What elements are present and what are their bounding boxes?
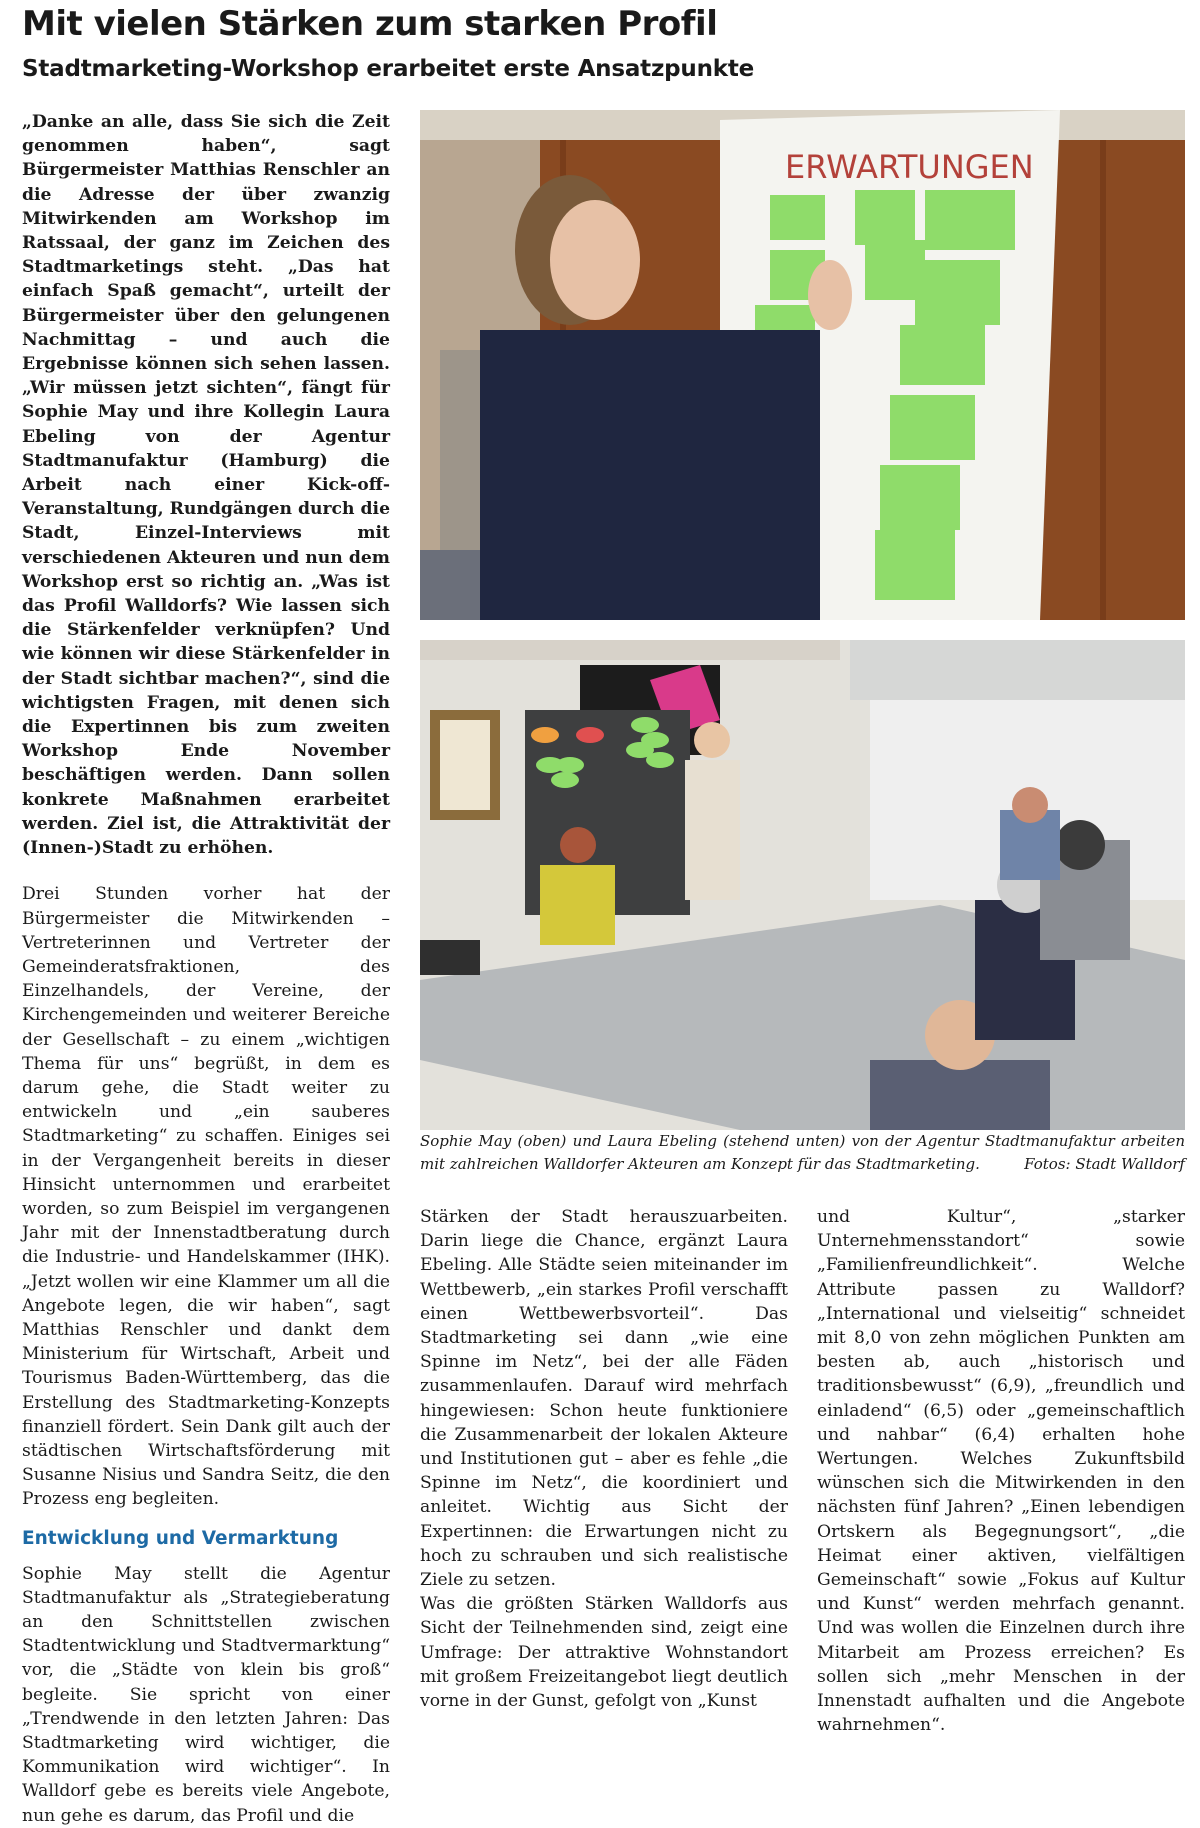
photo-caption [420,1130,1185,1176]
meeting-photo-image [420,640,1185,1130]
paragraph-1: Drei Stunden vorher hat der Bürgermeister die Mitwirkenden – Vertreterinnen und Vertreter der Gemeinderatsfraktionen, des Einzelhandels, der Vereine, der Kirchengemeinden und weiterer Bereiche der Gesellschaft – zu einem „wichtigen Thema für uns“ begrüßt, in dem es darum gehe, die Stadt weiter zu entwickeln und „ein sauberes Stadtmarketing“ zu schaffen. Einiges sei in der Vergangenheit bereits in dieser Hinsicht unternommen und erarbeitet worden, so zum Beispiel im vergangenen Jahr mit der Innenstadtberatung durch die Industrie- und Handelskammer (IHK). „Jetzt wollen wir eine Klammer um all die Angebote legen, die wir haben“, sagt Matthias Renschler und dankt dem Ministerium für Wirtschaft, Arbeit und Tourismus Baden-Württemberg, das die Erstellung des Stadtmarketing-Konzepts finanziell fördert. Sein Dank gilt auch der städtischen Wirtschaftsförderung mit Susanne Nisius und Sandra Seitz, die den Prozess eng begleiten. [22,884,390,1510]
photo-flipchart [420,110,1185,620]
photo-credit: Fotos: Stadt Walldorf [1024,1155,1185,1173]
column-left [22,110,390,1828]
section-heading: Entwicklung und Vermarktung [22,1527,339,1549]
paragraph-5: und Kultur“, „starker Unternehmensstandort“ sowie „Familienfreundlichkeit“. Welche Attribute passen zu Walldorf? „International und vielseitig“ schneidet mit 8,0 von zehn möglichen Punkten am besten ab, auch „historisch und traditionsbewusst“ (6,9), „freundlich und einladend“ (6,5) oder „gemeinschaftlich und nahbar“ (6,4) erhalten hohe Wertungen. Welches Zukunftsbild wünschen sich die Mitwirkenden in den nächsten fünf Jahren? „Einen lebendigen Ortskern als Begegnungsort“, „die Heimat einer aktiven, vielfältigen Gemeinschaft“ sowie „Fokus auf Kultur und Kunst“ werden mehrfach genannt. Und was wollen die Einzelnen durch ihre Mitarbeit am Prozess erreichen? Es sollen sich „mehr Menschen in der Innenstadt aufhalten und die Angebote wahrnehmen“. [817,1207,1185,1736]
photo-meeting [420,640,1185,1130]
flipchart-title: ERWARTUNGEN [785,148,1034,186]
flipchart-photo-image [420,110,1185,620]
intro-paragraph: „Danke an alle, dass Sie sich die Zeit genommen haben“, sagt Bürgermeister Matthias Renschler an die Adresse der über zwanzig Mitwirkenden am Workshop im Ratssaal, der ganz im Zeichen des Stadtmarketings steht. „Das hat einfach Spaß gemacht“, urteilt der Bürgermeister über den gelungenen Nachmittag – und auch die Ergebnisse können sich sehen lassen. „Wir müssen jetzt sichten“, fängt für Sophie May und ihre Kollegin Laura Ebeling von der Agentur Stadtmanufaktur (Hamburg) die Arbeit nach einer Kick-off-Veranstaltung, Rundgängen durch die Stadt, Einzel-Interviews mit verschiedenen Akteuren und nun dem Workshop erst so richtig an. „Was ist das Profil Walldorfs? Wie lassen sich die Stärkenfelder verknüpfen? Und wie können wir diese Stärkenfelder in der Stadt sichtbar machen?“, sind die wichtigsten Fragen, mit denen sich die Expertinnen bis zum zweiten Workshop Ende November beschäftigen werden. Dann sollen konkrete Maßnahmen erarbeitet werden. Ziel ist, die Attraktivität der (Innen-)Stadt zu erhöhen. [22,112,390,859]
column-middle [420,1205,788,1713]
paragraph-2: Sophie May stellt die Agentur Stadtmanufaktur als „Strategieberatung an den Schnittstellen zwischen Stadtentwicklung und Stadtvermarktung“ vor, die „Städte von klein bis groß“ begleite. Sie spricht von einer „Trendwende in den letzten Jahren: Das Stadtmarketing wird wichtiger, die Kommunikation wird wichtiger“. In Walldorf gebe es bereits viele Angebote, nun gehe es darum, das Profil und die [22,1563,390,1826]
subheadline: Stadtmarketing-Workshop erarbeitet erste Ansatzpunkte [22,56,755,82]
caption-text: Sophie May (oben) und Laura Ebeling (stehend unten) von der Agentur Stadtmanufaktur arbeiten mit zahlreichen Walldorfer Akteuren am Konzept für das Stadtmarketing. [420,1132,1185,1173]
paragraph-4: Was die größten Stärken Walldorfs aus Sicht der Teilnehmenden sind, zeigt eine Umfrage: Der attraktive Wohnstandort mit großem Freizeitangebot liegt deutlich vorne in der Gunst, gefolgt von „Kunst [420,1594,788,1712]
column-right [817,1205,1185,1737]
headline: Mit vielen Stärken zum starken Profil [22,4,718,44]
paragraph-3: Stärken der Stadt herauszuarbeiten. Darin liege die Chance, ergänzt Laura Ebeling. Alle Städte seien miteinander im Wettbewerb, „ein starkes Profil verschafft einen Wettbewerbsvorteil“. Das Stadtmarketing sei dann „wie eine Spinne im Netz“, bei der alle Fäden zusammenlaufen. Darauf wird mehrfach hingewiesen: Schon heute funktioniere die Zusammenarbeit der lokalen Akteure und Institutionen gut – aber es fehle „die Spinne im Netz“, die koordiniert und anleitet. Wichtig aus Sicht der Expertinnen: die Erwartungen nicht zu hoch zu schrauben und sich realistische Ziele zu setzen. [420,1207,788,1591]
